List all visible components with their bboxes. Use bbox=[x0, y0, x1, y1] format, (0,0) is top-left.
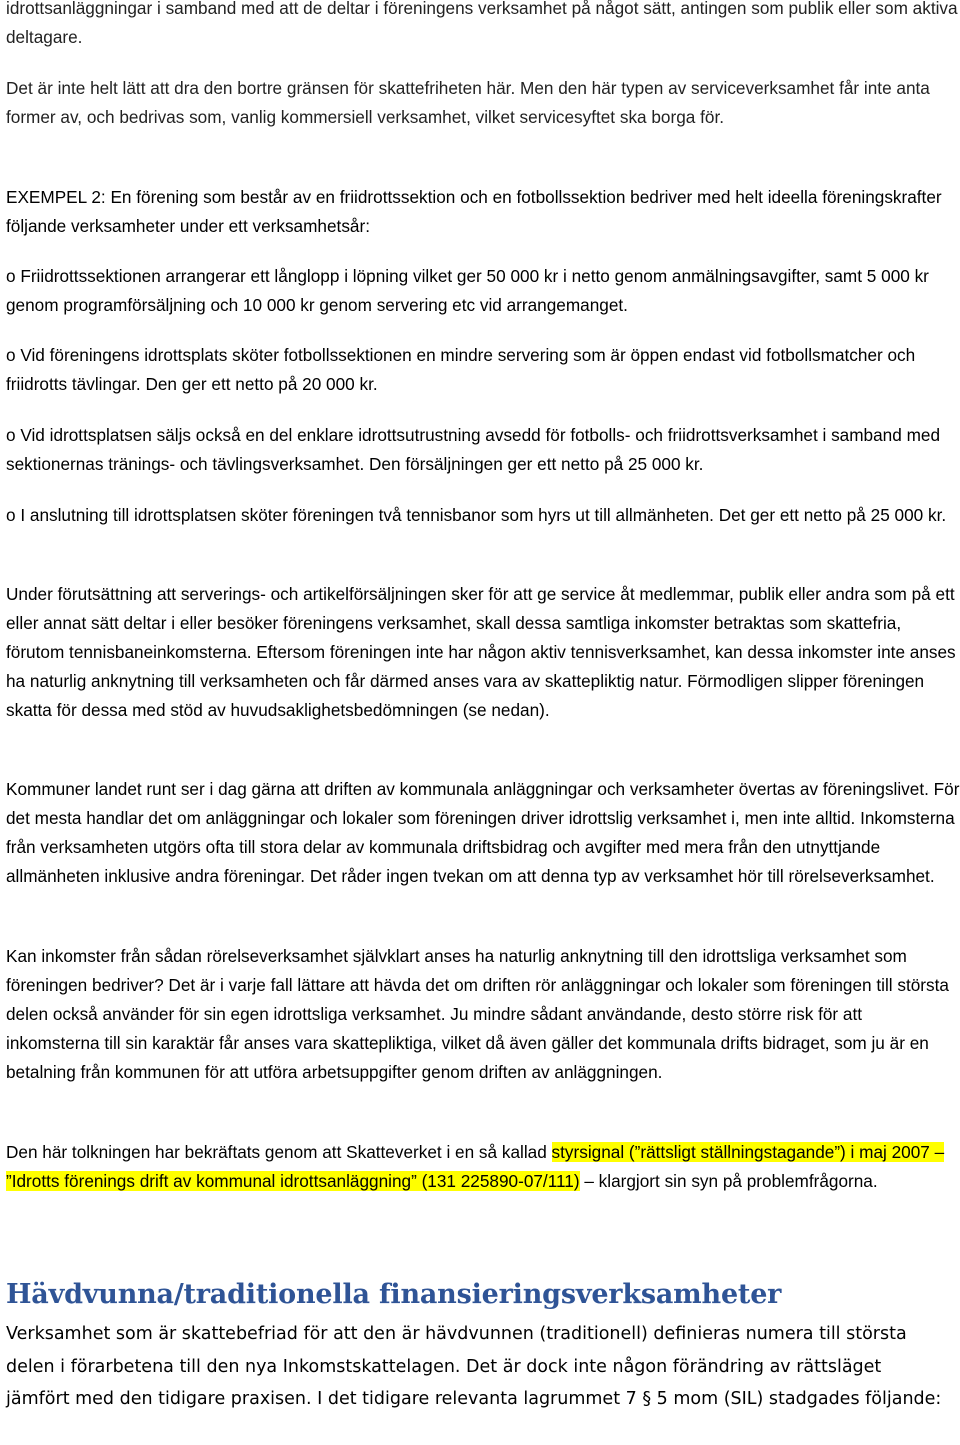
section-heading: Hävdvunna/traditionella finansieringsverksamheter bbox=[6, 1279, 782, 1310]
bullet-item: o Friidrottssektionen arrangerar ett långlopp i löpning vilket ger 50 000 kr i netto genom anmälningsavgifter, samt 5 000 kr genom programförsäljning och 10 000 kr genom servering etc vid arrangemanget. bbox=[6, 266, 929, 315]
confirm-text-after: – klargjort sin syn på problemfrågorna. bbox=[579, 1171, 878, 1191]
section-body: Verksamhet som är skattebefriad för att den är hävdvunnen (traditionell) definieras numera till största delen i förarbetena till den nya Inkomstskattelagen. Det är dock inte någon förändring av rättsläget jämfört med den tidigare praxisen. I det tidigare relevanta lagrummet 7 § 5 mom (SIL) stadgades följande: bbox=[6, 1324, 942, 1409]
question-paragraph: Kan inkomster från sådan rörelseverksamhet självklart anses ha naturlig anknytning till den idrottsliga verksamhet som föreningen bedriver? Det är i varje fall lättare att hävda det om driften rör anläggningar och lokaler som föreningen till största delen också använder för sin egen idrottsliga verksamhet. Ju mindre sådant användande, desto större risk för att inkomsterna till sin karaktär får anses vara skattepliktiga, vilket då även gäller det kommunala drifts bidraget, som ju är en betalning från kommunen för att utföra arbetsuppgifter genom driften av anläggningen. bbox=[6, 946, 949, 1082]
intro-paragraph: idrottsanläggningar i samband med att de deltar i föreningens verksamhet på något sätt, antingen som publik eller som aktiva deltagare. bbox=[6, 0, 958, 47]
example-label: EXEMPEL 2: bbox=[6, 187, 106, 207]
bullet-item: o Vid idrottsplatsen säljs också en del enklare idrottsutrustning avsedd för fotbolls- och friidrottsverksamhet i samband med sektionernas tränings- och tävlingsverksamhet. Den försäljningen ger ett netto på 25 000 kr. bbox=[6, 425, 940, 474]
bullet-item: o I anslutning till idrottsplatsen sköter föreningen två tennisbanor som hyrs ut till allmänheten. Det ger ett netto på 25 000 kr. bbox=[6, 505, 947, 525]
municipal-paragraph: Kommuner landet runt ser i dag gärna att driften av kommunala anläggningar och verksamheter övertas av föreningslivet. För det mesta handlar det om anläggningar och lokaler som föreningen driver idrottslig verksamhet i, men inte alltid. Inkomsterna från verksamheten utgörs ofta till stora delar av kommunala driftsbidrag och avgifter med mera från den utnyttjande allmänheten inklusive andra föreningar. Det råder ingen tvekan om att denna typ av verksamhet hör till rörelseverksamhet. bbox=[6, 779, 960, 886]
condition-paragraph: Under förutsättning att serverings- och artikelförsäljningen sker för att ge service åt medlemmar, publik eller andra som på ett eller annat sätt deltar i eller besöker föreningens verksamhet, skall dessa samtliga inkomster betraktas som skattefria, förutom tennisbaneinkomsterna. Eftersom föreningen inte har någon aktiv tennisverksamhet, kan dessa inkomster inte anses ha naturlig anknytning till verksamheten och får därmed anses vara av skattepliktig natur. Förmodligen slipper föreningen skatta för dessa med stöd av huvudsaklighetsbedömningen (se nedan). bbox=[6, 584, 956, 720]
example-text: En förening som består av en friidrottssektion och en fotbollssektion bedriver med helt ideella föreningskrafter följande verksamheter under ett verksamhetsår: bbox=[6, 187, 942, 236]
highlighted-reference: styrsignal (”rättsligt ställningstagande”) i maj 2007 – ”Idrotts förenings drift av kommunal idrottsanläggning” (131 225890-07/111) bbox=[6, 1142, 945, 1191]
limit-paragraph: Det är inte helt lätt att dra den bortre gränsen för skattefriheten här. Men den här typen av serviceverksamhet får inte anta former av, och bedrivas som, vanlig kommersiell verksamhet, vilket servicesyftet ska borga för. bbox=[6, 78, 930, 127]
example-paragraph bbox=[6, 183, 960, 241]
confirm-text-before: Den här tolkningen har bekräftats genom att Skatteverket i en så kallad bbox=[6, 1142, 552, 1162]
confirm-paragraph bbox=[6, 1138, 960, 1196]
bullet-item: o Vid föreningens idrottsplats sköter fotbollssektionen en mindre servering som är öppen endast vid fotbollsmatcher och friidrotts tävlingar. Den ger ett netto på 20 000 kr. bbox=[6, 345, 916, 394]
